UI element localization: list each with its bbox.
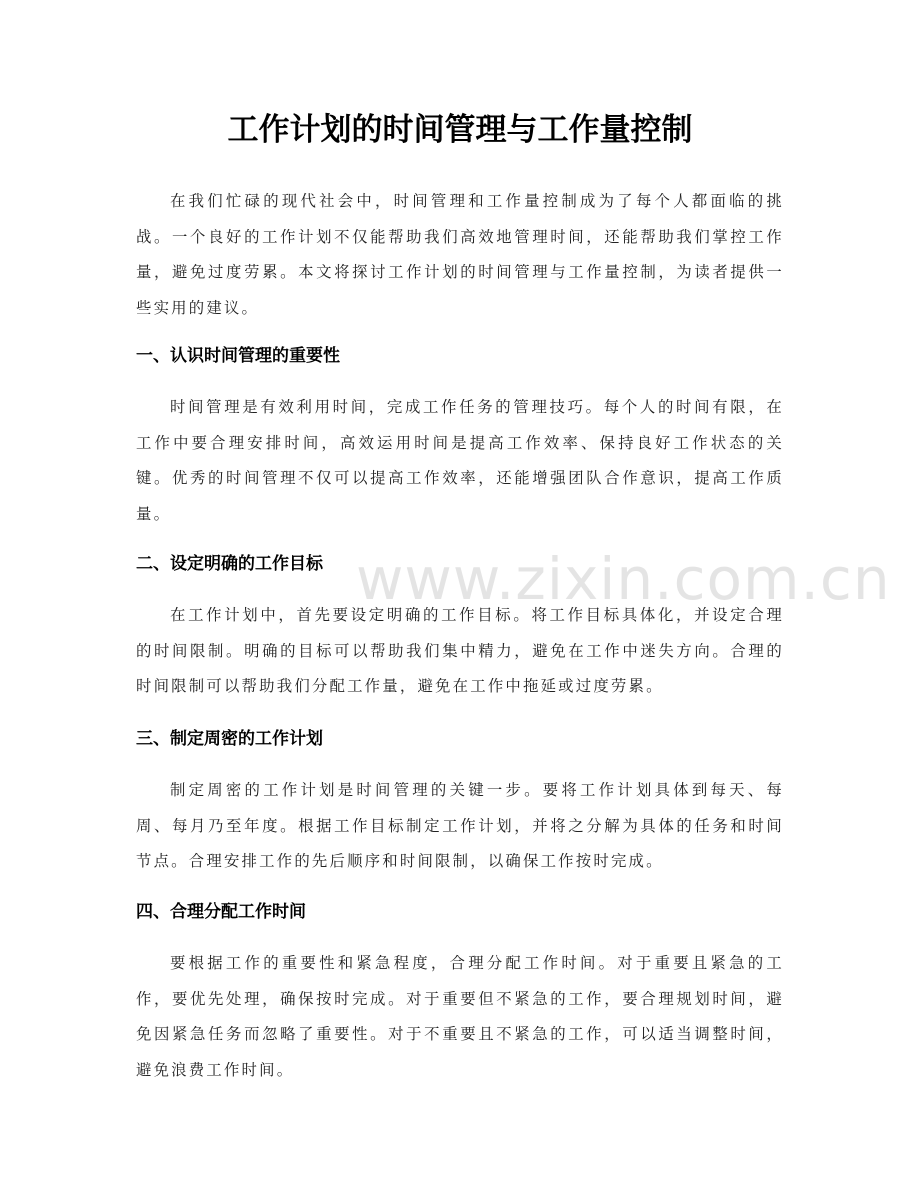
document-title: 工作计划的时间管理与工作量控制 [227,112,693,148]
section-body-4: 要根据工作的重要性和紧急程度，合理分配工作时间。对于重要且紧急的工作，要优先处理，确保按时完成。对于重要但不紧急的工作，要合理规划时间，避免因紧急任务而忽略了重要性。对于不重要且不紧急的工作，可以适当调整时间，避免浪费工作时间。 [136,954,784,1079]
section-heading-4: 四、合理分配工作时间 [136,902,306,922]
intro-paragraph: 在我们忙碌的现代社会中，时间管理和工作量控制成为了每个人都面临的挑战。一个良好的工作计划不仅能帮助我们高效地管理时间，还能帮助我们掌控工作量，避免过度劳累。本文将探讨工作计划的时间管理与工作量控制，为读者提供一些实用的建议。 [136,192,784,317]
section-heading-1: 一、认识时间管理的重要性 [136,346,340,366]
section-body-2: 在工作计划中，首先要设定明确的工作目标。将工作目标具体化，并设定合理的时间限制。明确的目标可以帮助我们集中精力，避免在工作中迷失方向。合理的时间限制可以帮助我们分配工作量，避免在工作中拖延或过度劳累。 [136,606,784,695]
watermark-text: www.zixin.com.cn [356,545,891,613]
section-body-3: 制定周密的工作计划是时间管理的关键一步。要将工作计划具体到每天、每周、每月乃至年度。根据工作目标制定工作计划，并将之分解为具体的任务和时间节点。合理安排工作的先后顺序和时间限制，以确保工作按时完成。 [136,781,784,870]
section-heading-3: 三、制定周密的工作计划 [136,729,323,749]
section-body-1: 时间管理是有效利用时间，完成工作任务的管理技巧。每个人的时间有限，在工作中要合理安排时间，高效运用时间是提高工作效率、保持良好工作状态的关键。优秀的时间管理不仅可以提高工作效率，还能增强团队合作意识，提高工作质量。 [136,398,784,523]
section-heading-2: 二、设定明确的工作目标 [136,554,323,574]
